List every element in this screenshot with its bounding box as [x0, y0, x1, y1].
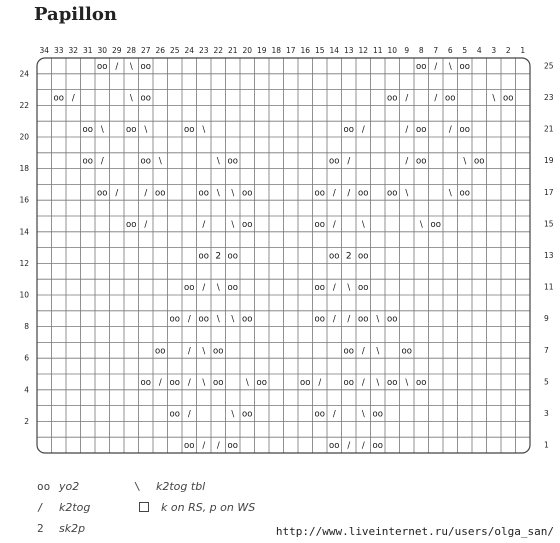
yo2-symbol: oo	[358, 188, 369, 199]
yo2-symbol: oo	[329, 251, 340, 262]
yo2-symbol: oo	[169, 377, 180, 388]
row-label-right: 19	[544, 156, 554, 166]
row-label-left: 16	[19, 195, 29, 205]
yo2-symbol: oo	[459, 61, 470, 72]
row-label-left: 24	[19, 69, 29, 79]
row-label-left: 4	[24, 385, 29, 395]
k2tog-symbol: /	[434, 61, 438, 72]
legend-knit-purl	[139, 501, 255, 514]
legend-k2tog-symbol: /	[37, 501, 44, 514]
k2tog-tbl-symbol: \	[376, 314, 380, 325]
k2tog-symbol: /	[158, 377, 162, 388]
column-label: 17	[285, 46, 296, 55]
sk2p-symbol: 2	[345, 251, 352, 262]
legend-k2tog-label: k2tog	[59, 501, 91, 514]
row-label-right: 23	[544, 93, 554, 102]
yo2-symbol: oo	[97, 61, 108, 72]
column-label: 3	[491, 46, 497, 55]
k2tog-tbl-symbol: \	[231, 219, 235, 230]
yo2-symbol: oo	[184, 125, 195, 136]
yo2-symbol: oo	[82, 156, 93, 167]
column-label: 20	[242, 46, 253, 55]
yo2-symbol: oo	[155, 346, 166, 357]
column-label: 33	[53, 46, 64, 55]
k2tog-symbol: /	[347, 314, 351, 325]
sk2p-symbol: 2	[215, 251, 222, 262]
yo2-symbol: oo	[198, 314, 209, 325]
yo2-symbol: oo	[242, 314, 253, 325]
k2tog-symbol: /	[361, 377, 365, 388]
k2tog-tbl-symbol: \	[231, 188, 235, 199]
row-label-left: 10	[19, 290, 29, 300]
column-label: 18	[271, 46, 282, 55]
k2tog-symbol: /	[318, 377, 322, 388]
yo2-symbol: oo	[227, 441, 238, 452]
legend-yo2-label: yo2	[59, 480, 80, 493]
k2tog-tbl-symbol: \	[492, 93, 496, 104]
yo2-symbol: oo	[126, 219, 137, 230]
legend-yo2	[37, 480, 79, 493]
yo2-symbol: oo	[372, 409, 383, 420]
k2tog-symbol: /	[100, 156, 104, 167]
yo2-symbol: oo	[401, 346, 412, 357]
column-label: 34	[39, 46, 50, 55]
row-label-right: 9	[544, 314, 549, 324]
k2tog-symbol: /	[448, 125, 452, 136]
yo2-symbol: oo	[53, 93, 64, 104]
k2tog-tbl-symbol: \	[463, 156, 467, 167]
k2tog-symbol: /	[187, 346, 191, 357]
k2tog-symbol: /	[187, 314, 191, 325]
yo2-symbol: oo	[140, 377, 151, 388]
k2tog-tbl-symbol: \	[216, 156, 220, 167]
k2tog-symbol: /	[405, 156, 409, 167]
legend-k2tog-tbl-symbol: \	[134, 480, 141, 493]
yo2-symbol: oo	[329, 156, 340, 167]
column-label: 9	[404, 46, 410, 55]
k2tog-tbl-symbol: \	[100, 125, 104, 136]
yo2-symbol: oo	[184, 441, 195, 452]
yo2-symbol: oo	[140, 156, 151, 167]
yo2-symbol: oo	[416, 61, 427, 72]
row-label-right: 11	[544, 282, 554, 292]
column-label: 27	[140, 46, 151, 55]
k2tog-tbl-symbol: \	[216, 188, 220, 199]
yo2-symbol: oo	[358, 314, 369, 325]
yo2-symbol: oo	[140, 93, 151, 104]
yo2-symbol: oo	[329, 441, 340, 452]
column-label: 7	[433, 46, 439, 55]
column-label: 21	[227, 46, 238, 55]
yo2-symbol: oo	[387, 377, 398, 388]
row-label-left: 6	[24, 353, 29, 363]
yo2-symbol: oo	[242, 188, 253, 199]
yo2-symbol: oo	[387, 188, 398, 199]
yo2-symbol: oo	[416, 377, 427, 388]
k2tog-symbol: /	[361, 125, 365, 136]
yo2-symbol: oo	[227, 283, 238, 294]
column-label: 10	[387, 46, 398, 55]
k2tog-symbol: /	[361, 441, 365, 452]
k2tog-symbol: /	[332, 188, 336, 199]
k2tog-tbl-symbol: \	[144, 125, 148, 136]
legend-k2tog-tbl	[134, 480, 205, 493]
column-label: 31	[82, 46, 93, 55]
k2tog-tbl-symbol: \	[448, 188, 452, 199]
yo2-symbol: oo	[358, 283, 369, 294]
row-label-right: 13	[544, 251, 554, 260]
yo2-symbol: oo	[140, 61, 151, 72]
row-label-right: 5	[544, 377, 549, 387]
yo2-symbol: oo	[82, 125, 93, 136]
column-label: 1	[520, 46, 526, 55]
row-label-left: 8	[24, 322, 29, 332]
k2tog-tbl-symbol: \	[376, 377, 380, 388]
yo2-symbol: oo	[358, 251, 369, 262]
k2tog-symbol: /	[216, 441, 220, 452]
column-label: 4	[476, 46, 482, 55]
row-label-right: 3	[544, 409, 549, 418]
legend-k2tog	[37, 501, 90, 514]
row-label-right: 25	[544, 61, 554, 71]
k2tog-symbol: /	[332, 283, 336, 294]
column-label: 29	[111, 46, 122, 55]
yo2-symbol: oo	[300, 377, 311, 388]
yo2-symbol: oo	[169, 409, 180, 420]
yo2-symbol: oo	[184, 283, 195, 294]
k2tog-tbl-symbol: \	[129, 61, 133, 72]
column-label: 30	[97, 46, 108, 55]
yo2-symbol: oo	[314, 409, 325, 420]
legend-sk2p-symbol: 2	[37, 522, 44, 535]
yo2-symbol: oo	[314, 283, 325, 294]
row-label-right: 15	[544, 219, 554, 229]
column-label: 23	[198, 46, 209, 55]
k2tog-symbol: /	[202, 441, 206, 452]
k2tog-symbol: /	[144, 188, 148, 199]
yo2-symbol: oo	[242, 219, 253, 230]
row-label-left: 14	[19, 227, 29, 237]
row-label-right: 21	[544, 124, 554, 134]
row-label-left: 20	[19, 132, 29, 142]
yo2-symbol: oo	[314, 188, 325, 199]
yo2-symbol: oo	[227, 156, 238, 167]
k2tog-symbol: /	[332, 314, 336, 325]
legend-sk2p-label: sk2p	[59, 522, 86, 535]
row-label-right: 17	[544, 187, 554, 197]
column-label: 26	[155, 46, 166, 55]
k2tog-tbl-symbol: \	[158, 156, 162, 167]
yo2-symbol: oo	[314, 314, 325, 325]
column-label: 11	[372, 46, 383, 55]
yo2-symbol: oo	[503, 93, 514, 104]
k2tog-tbl-symbol: \	[231, 314, 235, 325]
k2tog-tbl-symbol: \	[216, 314, 220, 325]
k2tog-symbol: /	[405, 93, 409, 104]
row-label-left: 2	[24, 416, 29, 426]
yo2-symbol: oo	[459, 125, 470, 136]
yo2-symbol: oo	[372, 441, 383, 452]
yo2-symbol: oo	[227, 251, 238, 262]
source-url: http://www.liveinternet.ru/users/olga_san/	[275, 525, 554, 538]
legend-sk2p	[37, 522, 85, 535]
k2tog-symbol: /	[187, 409, 191, 420]
k2tog-symbol: /	[202, 219, 206, 230]
k2tog-tbl-symbol: \	[202, 125, 206, 136]
yo2-symbol: oo	[169, 314, 180, 325]
yo2-symbol: oo	[445, 93, 456, 104]
column-label: 25	[169, 46, 180, 55]
k2tog-tbl-symbol: \	[245, 377, 249, 388]
yo2-symbol: oo	[213, 346, 224, 357]
yo2-symbol: oo	[387, 314, 398, 325]
legend-knit-purl-label: k on RS, p on WS	[161, 501, 256, 514]
k2tog-symbol: /	[405, 125, 409, 136]
yo2-symbol: oo	[474, 156, 485, 167]
row-label-right: 7	[544, 345, 549, 355]
k2tog-symbol: /	[332, 219, 336, 230]
k2tog-tbl-symbol: \	[405, 377, 409, 388]
column-label: 8	[418, 46, 424, 55]
k2tog-symbol: /	[434, 93, 438, 104]
k2tog-symbol: /	[332, 409, 336, 420]
k2tog-symbol: /	[187, 377, 191, 388]
yo2-symbol: oo	[430, 219, 441, 230]
column-label: 6	[447, 46, 453, 55]
row-label-left: 18	[19, 164, 29, 174]
k2tog-symbol: /	[144, 219, 148, 230]
yo2-symbol: oo	[242, 409, 253, 420]
yo2-symbol: oo	[126, 125, 137, 136]
empty-square-icon	[139, 502, 149, 512]
column-label: 19	[256, 46, 267, 55]
chart-title: Papillon	[34, 4, 117, 25]
column-label: 14	[329, 46, 340, 55]
row-label-left: 22	[19, 100, 29, 110]
k2tog-tbl-symbol: \	[347, 283, 351, 294]
yo2-symbol: oo	[416, 156, 427, 167]
k2tog-tbl-symbol: \	[376, 346, 380, 357]
column-label: 24	[184, 46, 195, 55]
column-label: 12	[358, 46, 369, 55]
k2tog-tbl-symbol: \	[231, 409, 235, 420]
k2tog-symbol: /	[361, 346, 365, 357]
k2tog-tbl-symbol: \	[405, 188, 409, 199]
k2tog-tbl-symbol: \	[129, 93, 133, 104]
k2tog-tbl-symbol: \	[361, 219, 365, 230]
column-label: 32	[68, 46, 79, 55]
k2tog-tbl-symbol: \	[202, 346, 206, 357]
k2tog-symbol: /	[347, 156, 351, 167]
column-label: 16	[300, 46, 311, 55]
yo2-symbol: oo	[198, 251, 209, 262]
yo2-symbol: oo	[198, 188, 209, 199]
row-label-right: 1	[544, 440, 549, 450]
column-label: 5	[462, 46, 468, 55]
k2tog-tbl-symbol: \	[448, 61, 452, 72]
yo2-symbol: oo	[213, 377, 224, 388]
k2tog-tbl-symbol: \	[202, 377, 206, 388]
column-label: 2	[505, 46, 511, 55]
yo2-symbol: oo	[416, 125, 427, 136]
yo2-symbol: oo	[387, 93, 398, 104]
legend-yo2-symbol: oo	[37, 480, 51, 493]
k2tog-symbol: /	[347, 441, 351, 452]
column-label: 13	[343, 46, 354, 55]
k2tog-symbol: /	[115, 61, 119, 72]
k2tog-symbol: /	[202, 283, 206, 294]
k2tog-symbol: /	[115, 188, 119, 199]
yo2-symbol: oo	[343, 125, 354, 136]
yo2-symbol: oo	[256, 377, 267, 388]
k2tog-tbl-symbol: \	[216, 283, 220, 294]
column-label: 22	[213, 46, 224, 55]
yo2-symbol: oo	[97, 188, 108, 199]
k2tog-tbl-symbol: \	[361, 409, 365, 420]
column-label: 15	[314, 46, 325, 55]
k2tog-tbl-symbol: \	[419, 219, 423, 230]
column-label: 28	[126, 46, 137, 55]
yo2-symbol: oo	[155, 188, 166, 199]
yo2-symbol: oo	[343, 377, 354, 388]
legend-k2tog-tbl-label: k2tog tbl	[156, 480, 206, 493]
yo2-symbol: oo	[314, 219, 325, 230]
row-label-left: 12	[19, 258, 29, 268]
k2tog-symbol: /	[71, 93, 75, 104]
yo2-symbol: oo	[459, 188, 470, 199]
yo2-symbol: oo	[343, 346, 354, 357]
k2tog-symbol: /	[347, 188, 351, 199]
